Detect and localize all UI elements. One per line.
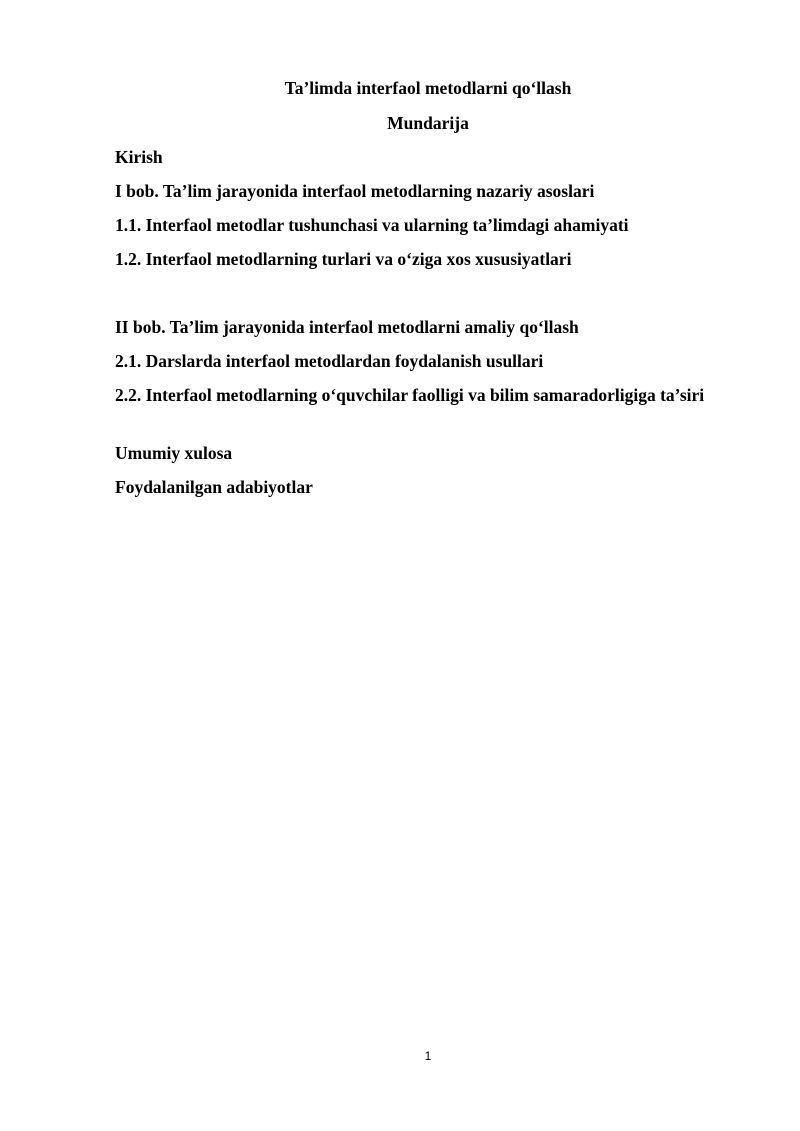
toc-item-section-1-2: 1.2. Interfaol metodlarning turlari va o‘ziga xos xususiyatlari [115, 249, 572, 269]
toc-item-introduction: Kirish [115, 147, 163, 167]
toc-heading: Mundarija [387, 113, 469, 133]
document-title: Ta’limda interfaol metodlarni qo‘llash [284, 78, 572, 98]
page-number: 1 [424, 1049, 432, 1063]
toc-item-section-2-2: 2.2. Interfaol metodlarning o‘quvchilar faolligi va bilim samaradorligiga ta’siri [115, 385, 705, 405]
toc-item-section-1-1: 1.1. Interfaol metodlar tushunchasi va ularning ta’limdagi ahamiyati [115, 215, 629, 235]
toc-item-references: Foydalanilgan adabiyotlar [115, 477, 313, 497]
toc-item-chapter-2: II bob. Ta’lim jarayonida interfaol metodlarni amaliy qo‘llash [115, 317, 579, 337]
toc-item-chapter-1: I bob. Ta’lim jarayonida interfaol metodlarning nazariy asoslari [115, 181, 595, 201]
toc-item-section-2-1: 2.1. Darslarda interfaol metodlardan foydalanish usullari [115, 351, 544, 371]
toc-item-conclusion: Umumiy xulosa [115, 443, 233, 463]
